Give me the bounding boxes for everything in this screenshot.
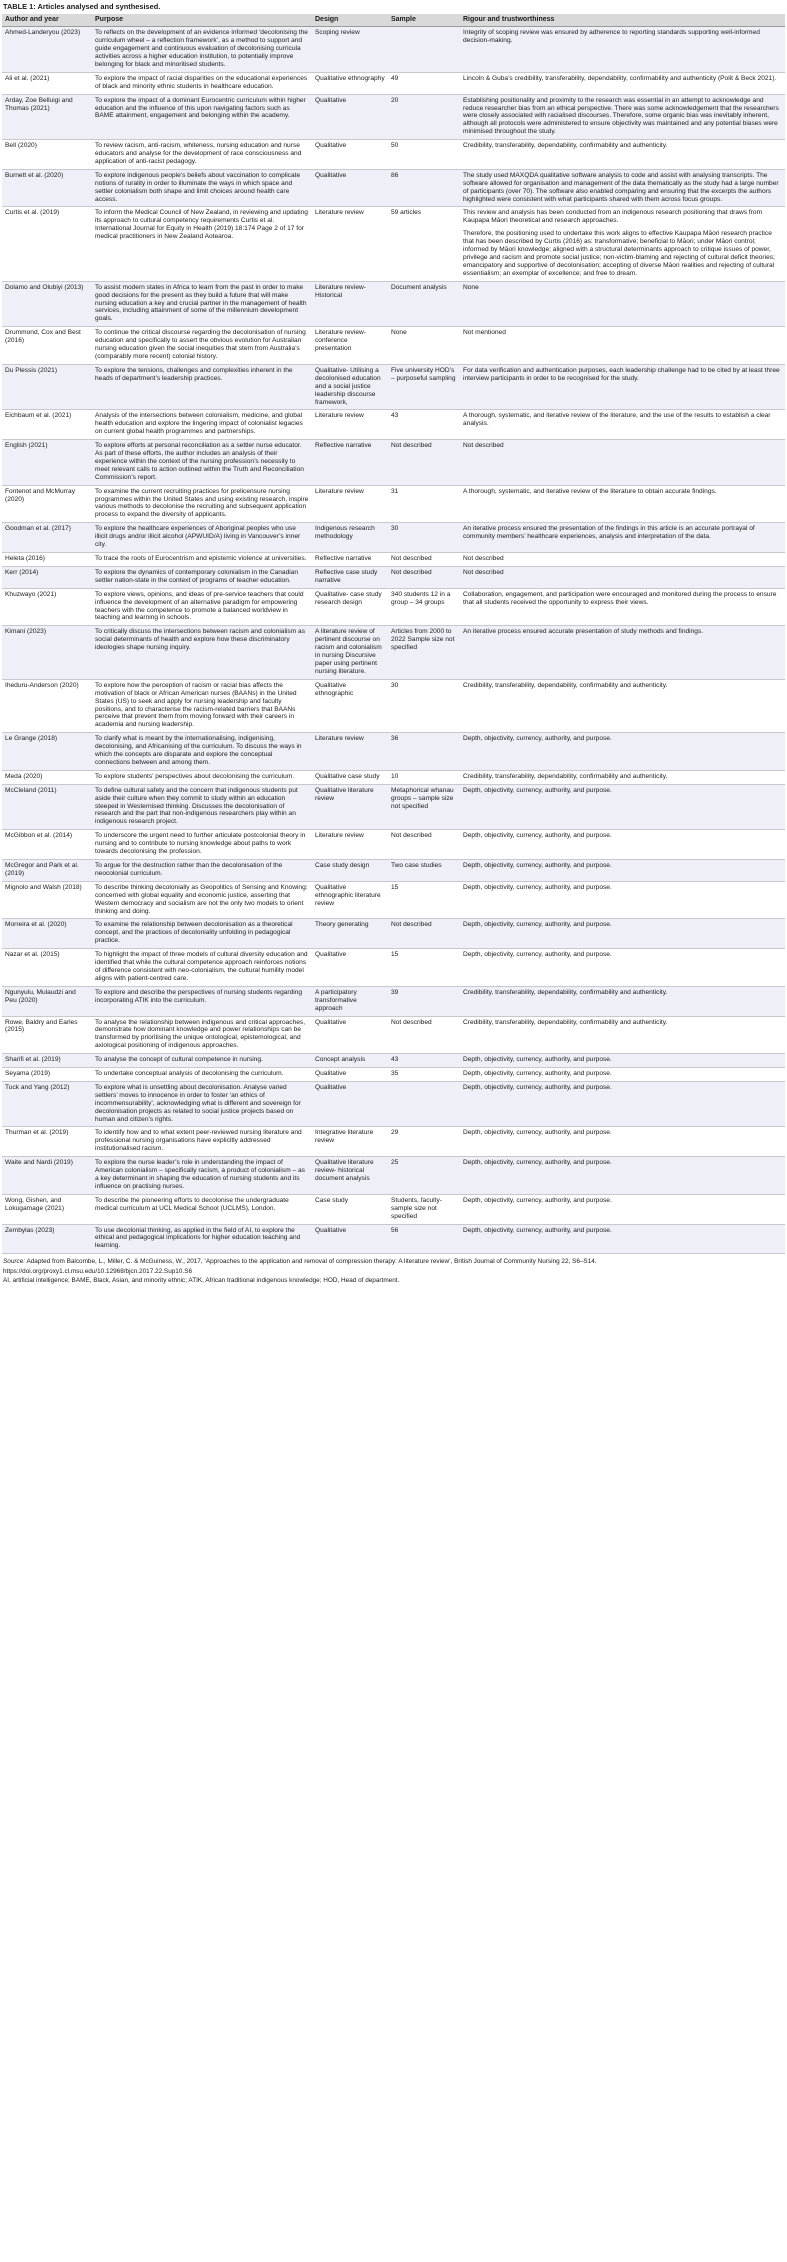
table-row [2,327,785,365]
cell-design: Qualitative literature review- historical document analysis [312,1157,388,1195]
cell-purpose: To explore the impact of a dominant Eurocentric curriculum within higher education and the influence of this upon navigating factors such as BAME attainment, engagement and belonging within the academy. [92,94,312,140]
cell-design: Indigenous research methodology [312,523,388,553]
table-row [2,410,785,440]
cell-purpose: To examine the relationship between decolonisation as a theoretical concept, and the practices of decoloniality unfolding in pedagogical practice. [92,919,312,949]
cell-rigour: Depth, objectivity, currency, authority, and purpose. [460,830,785,860]
cell-sample: 20 [388,94,460,140]
cell-design: Literature review [312,733,388,771]
cell-purpose: To explore efforts at personal reconciliation as a settler nurse educator. As part of these efforts, the author includes an analysis of their experience within the context of the nursing profession’s necessity to meet relevant calls to action outlined within the Truth and Reconciliation Commission’s report. [92,440,312,486]
cell-purpose: To reflects on the development of an evidence informed ‘decolonising the curriculum wheel – a reflection framework’, as a method to support and guide engagement and continuous evaluation of decolonising curricula activities across a higher education institution, to potentially improve belonging for black and minoritised students. [92,27,312,73]
cell-sample: 10 [388,770,460,784]
cell-design: Literature review- conference presentation [312,327,388,365]
cell-sample: Not described [388,919,460,949]
cell-rigour: Depth, objectivity, currency, authority, and purpose. [460,949,785,987]
cell-sample: Two case studies [388,860,460,882]
cell-sample: 43 [388,1054,460,1068]
cell-sample: 15 [388,949,460,987]
cell-design: Literature review [312,410,388,440]
cell-sample: 31 [388,485,460,523]
cell-purpose: To trace the roots of Eurocentrism and epistemic violence at universities. [92,553,312,567]
table-row [2,679,785,732]
cell-design: Qualitative [312,1016,388,1054]
cell-sample: Students, faculty- sample size not specified [388,1194,460,1224]
cell-sample [388,27,460,73]
cell-author-year: Arday, Zoe Belluigi and Thomas (2021) [2,94,92,140]
cell-purpose: To critically discuss the intersections between racism and colonialism as social determinants of health and explore how these discriminatory ideologies shape nursing inquiry. [92,626,312,679]
table-row [2,588,785,626]
table-row [2,207,785,281]
cell-purpose: To assist modern states in Africa to learn from the past in order to make good decisions for the present as they build a future that will make nursing education a key and crucial partner in the management of health services, including attainment of some of the millennium development goals. [92,281,312,327]
cell-author-year: Iheduru-Anderson (2020) [2,679,92,732]
source-note [3,1257,784,1276]
cell-rigour: The study used MAXQDA qualitative software analysis to code and assist with analysing transcripts. The software allowed for organisation and management of the data thematically as the study had a large number of participants (over 70). The software also enabled comparing and ensuring that the excerpts the authors highlighted were consistent with what participants shared with them across focus groups. [460,169,785,207]
cell-purpose: To highlight the impact of three models of cultural diversity education and identified that while the cultural competence approach reinforces notions of difference consistent with neo-colonialism, the cultural humility model aligns with patient-centred care. [92,949,312,987]
cell-author-year: Dolamo and Olubiyi (2013) [2,281,92,327]
cell-author-year: Meda (2020) [2,770,92,784]
header-row [2,14,785,27]
cell-author-year: Thurman et al. (2019) [2,1127,92,1157]
cell-rigour: Not described [460,553,785,567]
table-row [2,919,785,949]
cell-rigour: Collaboration, engagement, and participation were encouraged and monitored during the process to ensure that all students received the opportunity to express their views. [460,588,785,626]
cell-purpose: To examine the current recruiting practices for prelicensure nursing programmes within the United States and using existing research, inspire various methods to decolonise the recruiting and subsequent application process to expand the diversity of applicants. [92,485,312,523]
cell-sample: Not described [388,1016,460,1054]
cell-design: Concept analysis [312,1054,388,1068]
cell-rigour: Credibility, transferability, dependability, confirmability and authenticity. [460,679,785,732]
cell-purpose: To describe thinking decolonially as Geopolitics of Sensing and Knowing: concerned with global equality and economic justice, asserting that Western democracy and socialism are not the only two models to orient thinking and doing. [92,881,312,919]
cell-purpose: To identify how and to what extent peer-reviewed nursing literature and professional nursing organisations have explicitly addressed institutionalised racism. [92,1127,312,1157]
cell-sample: 50 [388,140,460,170]
cell-sample: 56 [388,1224,460,1254]
cell-purpose: To underscore the urgent need to further articulate postcolonial theory in nursing and to contribute to nursing knowledge about paths to work towards decolonising the profession. [92,830,312,860]
cell-sample: Metaphorical whanau groups – sample size not specified [388,784,460,830]
cell-rigour: A thorough, systematic, and iterative review of the literature to obtain accurate findings. [460,485,785,523]
cell-design: Reflective case study narrative [312,566,388,588]
cell-rigour: Credibility, transferability, dependability, confirmability and authenticity. [460,986,785,1016]
cell-author-year: Eichbaum et al. (2021) [2,410,92,440]
cell-sample: Not described [388,566,460,588]
cell-design: Reflective narrative [312,553,388,567]
cell-sample: 340 students 12 in a group – 34 groups [388,588,460,626]
cell-design: Qualitative case study [312,770,388,784]
table-row [2,949,785,987]
cell-design: Case study [312,1194,388,1224]
cell-rigour: Depth, objectivity, currency, authority, and purpose. [460,1054,785,1068]
cell-purpose: To explore the impact of racial disparities on the educational experiences of black and minority ethnic students in healthcare education. [92,72,312,94]
cell-purpose: Analysis of the intersections between colonialism, medicine, and global health education and explore the lingering impact of colonialist legacies on current global health programmes and partnerships. [92,410,312,440]
cell-author-year: Waite and Nardi (2019) [2,1157,92,1195]
table-row [2,1054,785,1068]
cell-purpose: To explore the tensions, challenges and complexities inherent in the heads of department’s leadership practices. [92,364,312,410]
cell-purpose: To explore students’ perspectives about decolonising the curriculum. [92,770,312,784]
cell-author-year: Tuck and Yang (2012) [2,1081,92,1127]
cell-design: Literature review- Historical [312,281,388,327]
cell-author-year: Sharifi et al. (2019) [2,1054,92,1068]
table-row [2,1016,785,1054]
cell-sample: 30 [388,679,460,732]
cell-purpose: To argue for the destruction rather than the decolonisation of the neocolonial curriculum. [92,860,312,882]
cell-purpose: To review racism, anti-racism, whiteness, nursing education and nurse educators and analyse for the development of race consciousness and application of anti-racist pedagogy. [92,140,312,170]
cell-author-year: Rowe, Baldry and Earles (2015) [2,1016,92,1054]
table-row [2,485,785,523]
cell-design: Qualitative- case study research design [312,588,388,626]
cell-sample: 30 [388,523,460,553]
cell-paragraph: This review and analysis has been conducted from an indigenous research positioning that draws from Kaupapa Māori theoretical and research approaches. [463,209,763,225]
source-text: Adapted from Balcombe, L., Miller, C. & McGuiness, W., 2017, ‘Approaches to the application and removal of compression therapy: A literature review’, British Journal of Community Nursing 22, S6–S14. https://doi.org/proxy1.cl.msu.edu/10.12968/bjcn.2017.22.Sup10.S6 [3,1258,597,1275]
articles-table [2,14,785,1254]
cell-rigour: A thorough, systematic, and iterative review of the literature, and the use of the results to establish a clear analysis. [460,410,785,440]
cell-rigour: Not described [460,440,785,486]
cell-purpose: To explore and describe the perspectives of nursing students regarding incorporating ATIK into the curriculum. [92,986,312,1016]
cell-design: Literature review [312,485,388,523]
table-row [2,1068,785,1082]
table-body [2,27,785,1254]
cell-design: Scoping review [312,27,388,73]
cell-author-year: Kerr (2014) [2,566,92,588]
cell-rigour: Depth, objectivity, currency, authority, and purpose. [460,1194,785,1224]
cell-purpose: To define cultural safety and the concern that indigenous students put aside their culture when they commit to study within an education steeped in Westernised thinking. Discusses the decolonisation of research and the part that non-indigenous researchers play within an indigenous research project. [92,784,312,830]
cell-author-year: Goodman et al. (2017) [2,523,92,553]
cell-sample: Not described [388,553,460,567]
header-purpose: Purpose [92,14,312,27]
header-sample: Sample [388,14,460,27]
cell-design: Qualitative [312,1068,388,1082]
cell-design: Qualitative ethnography [312,72,388,94]
cell-sample: 25 [388,1157,460,1195]
cell-author-year: Ngunyulu, Mulaudzi and Peu (2020) [2,986,92,1016]
cell-design: A participatory transformative approach [312,986,388,1016]
cell-rigour [460,207,785,281]
cell-rigour: Not mentioned [460,327,785,365]
cell-rigour: Establishing positionality and proximity to the research was essential in an attempt to acknowledge and reduce researcher bias from an ethical perspective. There was some acknowledgement that the researchers were closely associated with racialised discourses. Therefore, some organic bias was inevitably inherent, although all protocols were administered to ensure objectivity was maintained and any potential biases were minimised throughout the study. [460,94,785,140]
header-design: Design [312,14,388,27]
source-label: Source: [3,1258,26,1266]
cell-author-year: Ali et al. (2021) [2,72,92,94]
cell-design: Qualitative- Utilising a decolonised education and a social justice leadership discourse framework, [312,364,388,410]
cell-sample: None [388,327,460,365]
cell-purpose: To explore how the perception of racism or racial bias affects the motivation of black or African American nurses (BAANs) in the United States (US) to seek and apply for nursing leadership and faculty positions, and to characterise the racism-related barriers that BAANs perceive that prevent them from moving forward with their careers in academia and nursing leadership. [92,679,312,732]
table-row [2,626,785,679]
cell-design: Integrative literature review [312,1127,388,1157]
cell-author-year: Le Grange (2018) [2,733,92,771]
cell-purpose: To continue the critical discourse regarding the decolonisation of nursing education and specifically to assert the obvious evolution for Australian nursing education given the social inequities that stem from Australia’s (comparably more recent) colonial history. [92,327,312,365]
table-row [2,881,785,919]
table-row [2,364,785,410]
cell-rigour: For data verification and authentication purposes, each leadership challenge had to be cited by at least three interview participants in order to be recognised for the study. [460,364,785,410]
cell-sample: Five university HOD’s – purposeful sampling [388,364,460,410]
abbreviations-note: AI, artificial intelligence; BAME, Black, Asian, and minority ethnic; ATIK, African traditional indigenous knowledge; HOD, Head of department. [3,1276,400,1284]
cell-purpose: To describe the pioneering efforts to decolonise the undergraduate medical curriculum at UCL Medical School (UCLMS), London. [92,1194,312,1224]
cell-sample: Not described [388,830,460,860]
cell-sample: 29 [388,1127,460,1157]
cell-sample: Not described [388,440,460,486]
cell-design: Reflective narrative [312,440,388,486]
cell-design: A literature review of pertinent discourse on racism and colonialism in nursing Discursive paper using pertinent nursing literature. [312,626,388,679]
cell-author-year: Kimani (2023) [2,626,92,679]
table-row [2,860,785,882]
table-row [2,553,785,567]
table-row [2,986,785,1016]
cell-purpose: To inform the Medical Council of New Zealand, in reviewing and updating its approach to cultural competency requirements Curtis et al. International Journal for Equity in Health (2019) 18:174 Page 2 of 17 for medical practitioners in New Zealand Aotearoa. [92,207,312,281]
table-row [2,72,785,94]
cell-purpose: To explore the nurse leader’s role in understanding the impact of American colonialism – specifically racism, a product of colonialism – as a key determinant in shaping the education of nursing students and its influence on practising nurses. [92,1157,312,1195]
cell-sample: 86 [388,169,460,207]
cell-rigour: Credibility, transferability, dependability, confirmability and authenticity. [460,1016,785,1054]
cell-author-year: Curtis et al. (2019) [2,207,92,281]
cell-sample: Document analysis [388,281,460,327]
cell-rigour: An iterative process ensured the presentation of the findings in this article is an accurate portrayal of community members’ healthcare experiences, analysis and interpretation of the data. [460,523,785,553]
cell-design: Theory generating [312,919,388,949]
cell-sample: 43 [388,410,460,440]
table-footer [2,1257,785,1285]
cell-sample: 35 [388,1068,460,1082]
cell-author-year: Du Plessis (2021) [2,364,92,410]
table-row [2,770,785,784]
cell-sample: 59 articles [388,207,460,281]
cell-rigour: An iterative process ensured accurate presentation of study methods and findings. [460,626,785,679]
cell-author-year: Drummond, Cox and Best (2016) [2,327,92,365]
cell-rigour: Depth, objectivity, currency, authority, and purpose. [460,1224,785,1254]
cell-design: Qualitative [312,949,388,987]
table-row [2,94,785,140]
cell-author-year: Fontenot and McMurray (2020) [2,485,92,523]
header-author-year: Author and year [2,14,92,27]
table-row [2,830,785,860]
cell-author-year: Nazar et al. (2015) [2,949,92,987]
cell-sample: 39 [388,986,460,1016]
table-row [2,1224,785,1254]
cell-purpose: To explore what is unsettling about decolonisation. Analyse varied settlers’ moves to innocence in order to foster ‘an ethics of incommensurability’, acknowledging what is different and sovereign for decolonisation projects as related to social justice projects based on human and citizen’s rights. [92,1081,312,1127]
cell-purpose: To explore the dynamics of contemporary colonialism in the Canadian settler nation-state in the context of programs of teacher education. [92,566,312,588]
cell-author-year: Wong, Gishen, and Lokugamage (2021) [2,1194,92,1224]
cell-design: Literature review [312,207,388,281]
cell-rigour: Depth, objectivity, currency, authority, and purpose. [460,1068,785,1082]
cell-author-year: Mignolo and Walsh (2018) [2,881,92,919]
cell-rigour: None [460,281,785,327]
cell-author-year: McCleland (2011) [2,784,92,830]
cell-design: Qualitative ethnographic literature review [312,881,388,919]
cell-rigour: Credibility, transferability, dependability, confirmability and authenticity. [460,140,785,170]
table-row [2,566,785,588]
cell-design: Case study design [312,860,388,882]
cell-rigour: Depth, objectivity, currency, authority, and purpose. [460,860,785,882]
table-caption [3,3,785,12]
cell-purpose: To explore the healthcare experiences of Aboriginal peoples who use illicit drugs and/or illicit alcohol (APWUID/A) living in Vancouver’s inner city. [92,523,312,553]
cell-rigour: Depth, objectivity, currency, authority, and purpose. [460,733,785,771]
cell-sample: 15 [388,881,460,919]
table-row [2,27,785,73]
cell-author-year: Zembylas (2023) [2,1224,92,1254]
cell-design: Qualitative [312,140,388,170]
cell-author-year: McGregor and Park et al. (2019) [2,860,92,882]
cell-sample [388,1081,460,1127]
table-row [2,440,785,486]
cell-sample: 49 [388,72,460,94]
cell-author-year: English (2021) [2,440,92,486]
table-row [2,281,785,327]
header-rigour: Rigour and trustworthiness [460,14,785,27]
cell-purpose: To undertake conceptual analysis of decolonising the curriculum. [92,1068,312,1082]
cell-author-year: Bell (2020) [2,140,92,170]
cell-purpose: To clarify what is meant by the internationalising, indigenising, decolonising, and Africanising of the curriculum. To discuss the ways in which the concepts are disparate and explore the conceptual connections between and among them. [92,733,312,771]
cell-design: Qualitative [312,94,388,140]
cell-rigour: Credibility, transferability, dependability, confirmability and authenticity. [460,770,785,784]
table-row [2,140,785,170]
cell-author-year: McGibbon et al. (2014) [2,830,92,860]
table-row [2,784,785,830]
cell-rigour: Depth, objectivity, currency, authority, and purpose. [460,1127,785,1157]
cell-design: Qualitative [312,1224,388,1254]
cell-purpose: To explore views, opinions, and ideas of pre-service teachers that could influence the development of an alternative paradigm for empowering teachers with the competence to promote a balanced worldview in teaching and learning in schools. [92,588,312,626]
table-row [2,523,785,553]
cell-author-year: Ahmed-Landeryou (2023) [2,27,92,73]
cell-rigour: Not described [460,566,785,588]
cell-purpose: To explore indigenous people’s beliefs about vaccination to complicate notions of rurality in order to illuminate the ways in which space and settler colonialism both shape and limit choices around health care access. [92,169,312,207]
cell-design: Literature review [312,830,388,860]
cell-rigour: Depth, objectivity, currency, authority, and purpose. [460,1081,785,1127]
cell-purpose: To use decolonial thinking, as applied in the field of AI, to explore the ethical and pedagogical implications for higher education teaching and learning. [92,1224,312,1254]
cell-author-year: Khuzwayo (2021) [2,588,92,626]
cell-rigour: Integrity of scoping review was ensured by adherence to reporting standards supporting well-informed decision-making. [460,27,785,73]
cell-rigour: Depth, objectivity, currency, authority, and purpose. [460,919,785,949]
cell-rigour: Lincoln & Guba’s credibility, transferability, dependability, confirmability and authenticity (Polit & Beck 2021). [460,72,785,94]
table-row [2,1194,785,1224]
cell-rigour: Depth, objectivity, currency, authority, and purpose. [460,881,785,919]
table-row [2,1081,785,1127]
cell-author-year: Seyama (2019) [2,1068,92,1082]
cell-design: Qualitative ethnographic [312,679,388,732]
cell-purpose: To analyse the concept of cultural competence in nursing. [92,1054,312,1068]
cell-design: Qualitative literature review [312,784,388,830]
cell-author-year: Burnett et al. (2020) [2,169,92,207]
table-caption-text: TABLE 1: Articles analysed and synthesised. [3,2,161,11]
cell-design: Qualitative [312,169,388,207]
table-row [2,1127,785,1157]
cell-design: Qualitative [312,1081,388,1127]
table-header [2,14,785,27]
cell-rigour: Depth, objectivity, currency, authority, and purpose. [460,1157,785,1195]
cell-sample: Articles from 2000 to 2022 Sample size not specified [388,626,460,679]
cell-rigour: Depth, objectivity, currency, authority, and purpose. [460,784,785,830]
cell-author-year: Heleta (2016) [2,553,92,567]
cell-author-year: Morreira et al. (2020) [2,919,92,949]
cell-sample: 36 [388,733,460,771]
cell-paragraph: Therefore, the positioning used to undertake this work aligns to effective Kaupapa Māori research practice that has been described by Curtis (2016) as: transformative; beneficial to Māori; under Māori control; informed by Māori knowledge; aligned with a structural determinants approach to critique issues of power, privilege and racism and promote social justice; non-victim-blaming and rejecting of cultural deficit theories; emancipatory and supportive of decolonisation; accepting of diverse Māori realities and rejecting of cultural essentialism; an exemplar of excellence; and free to dream. [463,230,775,277]
table-row [2,733,785,771]
table-row [2,1157,785,1195]
cell-purpose: To analyse the relationship between indigenous and critical approaches, demonstrate how dominant knowledge and power relationships can be transformed by prioritising the unique ontological, epistemological, and axiological positioning of indigenous approaches. [92,1016,312,1054]
table-row [2,169,785,207]
